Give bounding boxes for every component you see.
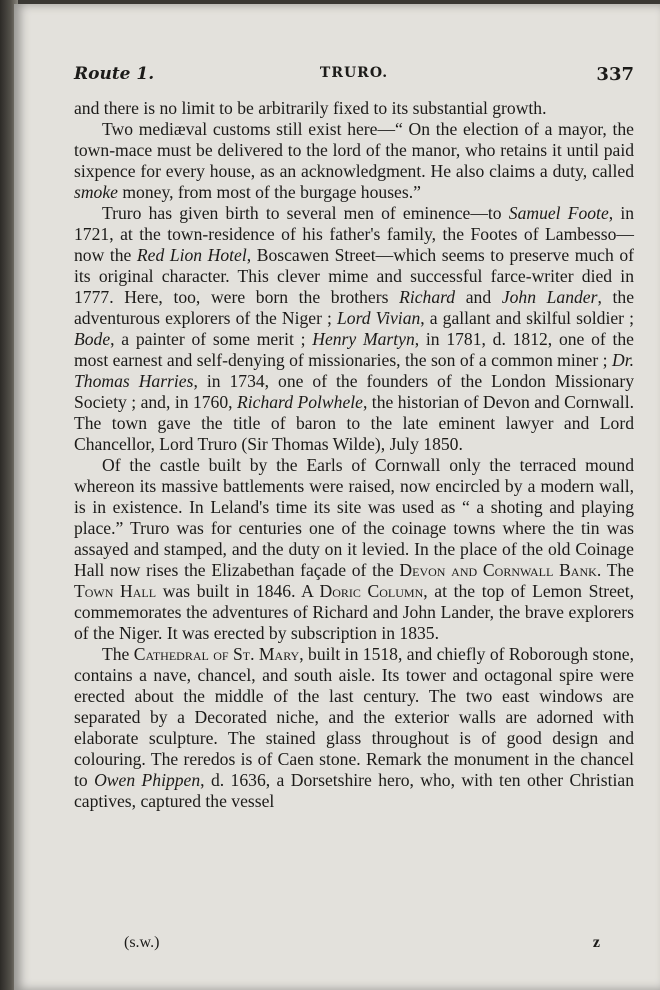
italic-name: John Lander xyxy=(501,287,598,307)
small-caps-term: Cathedral of St. Mary xyxy=(133,644,300,664)
italic-name: Dr. Thomas Harries xyxy=(74,350,634,391)
signature-mark: (s.w.) xyxy=(124,934,160,951)
small-caps-term: Devon and Cornwall Bank xyxy=(399,560,597,580)
page-footer xyxy=(124,934,600,956)
italic-name: Lord Vivian xyxy=(337,308,421,328)
paragraph-1: and there is no limit to be arbitrarily fixed to its substantial growth. xyxy=(74,98,547,118)
book-page xyxy=(14,4,660,990)
paragraph-4: Of the castle built by the Earls of Cornwall only the terraced mound whereon its massive battlements were raised, now encircled by a modern wall, is in existence. In Leland's time its site was used as “ a shoting and playing place.” Truro was for centuries one of the coinage towns where the tin was assayed and stamped, and the duty on it levied. In the place of the old Coinage Hall now rises the Elizabethan façade of the Devon and Cornwall Bank. The Town Hall was built in 1846. A Doric Column, at the top of Lemon Street, commemorates the adventures of Richard and John Lander, the brave explorers of the Niger. It was erected by subscription in 1835. xyxy=(74,455,635,643)
page-body xyxy=(74,98,634,812)
italic-name: Owen Phippen xyxy=(94,770,201,790)
gathering-mark: z xyxy=(592,934,600,951)
italic-name: Samuel Foote xyxy=(508,203,609,223)
paragraph-5: The Cathedral of St. Mary, built in 1518, and chiefly of Roborough stone, contains a nave, chancel, and south aisle. Its tower and octagonal spire were erected about the middle of the last century. The two east windows are separated by a Decorated niche, and the exterior walls are adorned with elaborate sculpture. The stained glass throughout is of good design and colouring. The reredos is of Caen stone. Remark the monument in the chancel to Owen Phippen, d. 1636, a Dorsetshire hero, who, with ten other Christian captives, captured the vessel xyxy=(74,644,634,811)
small-caps-term: Town Hall xyxy=(74,581,157,601)
italic-name: Red Lion Hotel xyxy=(136,245,247,265)
page-number: 337 xyxy=(596,64,634,85)
paragraph-2: Two mediæval customs still exist here—“ On the election of a mayor, the town-mace must be delivered to the lord of the manor, who retains it until paid sixpence for every house, as an acknowledgment. He also claims a duty, called smoke money, from most of the burgage houses.” xyxy=(74,119,634,202)
small-caps-term: Doric Column xyxy=(319,581,424,601)
italic-name: Henry Martyn xyxy=(312,329,415,349)
italic-name: Richard Polwhele xyxy=(237,392,363,412)
italic-name: Richard xyxy=(399,287,456,307)
italic-name: Bode xyxy=(74,329,111,349)
italic-term: smoke xyxy=(74,182,118,202)
route-label: Route 1. xyxy=(74,64,155,84)
page-title: TRURO. xyxy=(319,65,389,81)
running-header xyxy=(74,64,634,88)
paragraph-3: Truro has given birth to several men of eminence—to Samuel Foote, in 1721, at the town-residence of his father's family, the Footes of Lambesso—now the Red Lion Hotel, Boscawen Street—which seems to preserve much of its original character. This clever mime and successful farce-writer died in 1777. Here, too, were born the brothers Richard and John Lander, the adventurous explorers of the Niger ; Lord Vivian, a gallant and skilful soldier ; Bode, a painter of some merit ; Henry Martyn, in 1781, d. 1812, one of the most earnest and self-denying of missionaries, the son of a common miner ; Dr. Thomas Harries, in 1734, one of the founders of the London Missionary Society ; and, in 1760, Richard Polwhele, the historian of Devon and Cornwall. The town gave the title of baron to the late eminent lawyer and Lord Chancellor, Lord Truro (Sir Thomas Wilde), July 1850. xyxy=(74,203,635,454)
